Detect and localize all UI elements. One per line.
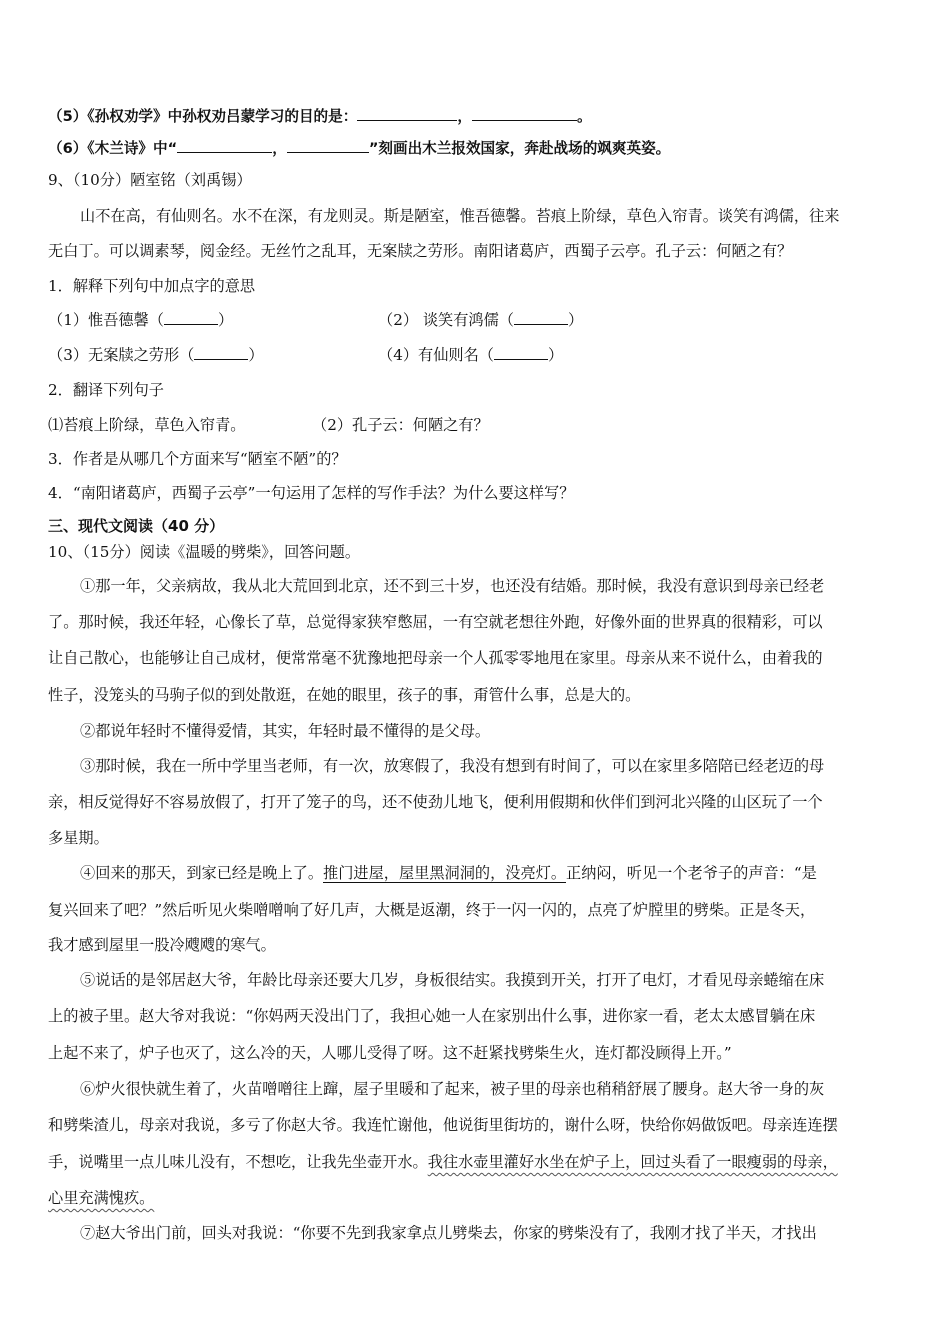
paragraph-line: 上起不来了，炉子也灭了，这么冷的天，人哪儿受得了呀。这不赶紧找劈柴生火，连灯都没顾得上开。” [48,1044,732,1062]
paragraph-line: 和劈柴渣儿，母亲对我说，多亏了你赵大爷。我连忙谢他，他说街里街坊的，谢什么呀，快给你妈做饭吧。母亲连连摆 [48,1116,838,1134]
answer-blank[interactable] [177,137,272,153]
q9-sub2-s2: （2）孔子云：何陋之有？ [312,416,489,434]
q9-sub1-item-1: （1）惟吾德馨（ ） [48,311,234,329]
answer-blank[interactable] [164,310,218,325]
paragraph-line: 性子，没笼头的马驹子似的到处散逛，在她的眼里，孩子的事，甭管什么事，总是大的。 [48,686,641,704]
q9-sub1-title: 1．解释下列句中加点字的意思 [48,277,256,295]
paragraph-line: ①那一年，父亲病故，我从北大荒回到北京，还不到三十岁，也还没有结婚。那时候，我没有意识到母亲已经老 [80,577,825,595]
paragraph-line: 让自己散心，也能够让自己成材，便常常毫不犹豫地把母亲一个人孤零零地甩在家里。母亲从来不说什么，由着我的 [48,649,823,667]
paragraph-line: 上的被子里。赵大爷对我说：“你妈两天没出门了，我担心她一人在家别出什么事，进你家一看，老太太感冒躺在床 [48,1007,816,1025]
wavy-underlined-sentence: 我往水壶里灌好水坐在炉子上，回过头看了一眼瘦弱的母亲， [427,1153,838,1171]
paragraph-line: ⑥炉火很快就生着了，火苗噌噌往上蹿，屋子里暖和了起来，被子里的母亲也稍稍舒展了腰身。赵大爷一身的灰 [80,1080,825,1098]
paragraph-line: 亲，相反觉得好不容易放假了，打开了笼子的鸟，还不使劲儿地飞，便利用假期和伙伴们到河北兴隆的山区玩了一个 [48,793,823,811]
answer-blank[interactable] [472,105,577,121]
paragraph-line: 复兴回来了吧？”然后听见火柴噌噌响了好几声，大概是返潮，终于一闪一闪的，点亮了炉膛里的劈柴。正是冬天， [48,901,816,919]
answer-blank[interactable] [194,345,248,360]
q9-sub2-s1: ⑴苔痕上阶绿，草色入帘青。 [48,416,246,434]
paragraph-line: 多星期。 [48,829,109,847]
paragraph-line [48,1188,910,1208]
paragraph-line: ④回来的那天，到家已经是晚上了。推门进屋，屋里黑洞洞的，没亮灯。正纳闷，听见一个老爷子的声音：“是 [80,864,817,882]
paragraph-line: ⑤说话的是邻居赵大爷，年龄比母亲还要大几岁，身板很结实。我摸到开关，打开了电灯，才看见母亲蜷缩在床 [80,971,825,989]
q9-passage-line: 山不在高，有仙则名。水不在深，有龙则灵。斯是陋室，惟吾德馨。苔痕上阶绿，草色入帘青。谈笑有鸿儒，往来 [80,207,840,225]
answer-blank[interactable] [357,105,457,121]
paragraph-line: 了。那时候，我还年轻，心像长了草，总觉得家狭窄憋屈，一有空就老想往外跑，好像外面的世界真的很精彩，可以 [48,613,823,631]
q9-sub3: 3．作者是从哪几个方面来写“陋室不陋”的？ [48,450,347,468]
paragraph-line: 手，说嘴里一点儿味儿没有，不想吃，让我先坐壶开水。我往水壶里灌好水坐在炉子上，回过头看了一眼瘦弱的母亲， [48,1153,838,1171]
q9-sub1-row [48,310,910,330]
q9-sub2-sentences [48,415,910,435]
q9-sub4: 4．“南阳诸葛庐，西蜀子云亭”一句运用了怎样的写作手法？为什么要这样写？ [48,484,575,502]
answer-blank[interactable] [494,345,548,360]
q9-passage-line: 无白丁。可以调素琴，阅金经。无丝竹之乱耳，无案牍之劳形。南阳诸葛庐，西蜀子云亭。孔子云：何陋之有？ [48,242,793,260]
paragraph-line: ③那时候，我在一所中学里当老师，有一次，放寒假了，我没有想到有时间了，可以在家里多陪陪已经老迈的母 [80,757,825,775]
q9-sub2-title: 2．翻译下列句子 [48,381,164,399]
q9-sub1-item-3: （3）无案牍之劳形（ ） [48,346,264,364]
q10-header: 10、（15分）阅读《温暖的劈柴》，回答问题。 [48,543,361,561]
section-heading: 三、现代文阅读（40 分） [48,517,225,535]
paragraph-line: ⑦赵大爷出门前，回头对我说：“你要不先到我家拿点儿劈柴去，你家的劈柴没有了，我刚才找了半天，才找出 [80,1224,817,1242]
paragraph-line: 我才感到屋里一股冷飕飕的寒气。 [48,936,276,954]
answer-blank[interactable] [514,310,568,325]
paragraph-line: ②都说年轻时不懂得爱情，其实，年轻时最不懂得的是父母。 [80,722,491,740]
q9-sub1-item-4: （4）有仙则名（ ） [378,346,564,364]
q9-header: 9、（10分）陋室铭（刘禹锡） [48,171,252,189]
answer-blank[interactable] [287,137,369,153]
underlined-sentence: 推门进屋，屋里黑洞洞的，没亮灯。 [323,864,566,882]
q8-item-5: （5）《孙权劝学》中孙权劝吕蒙学习的目的是： ， 。 [48,105,910,127]
q8-item-6: （6）《木兰诗》中“ ， ”刻画出木兰报效国家，奔赴战场的飒爽英姿。 [48,137,910,159]
wavy-underlined-sentence: 心里充满愧疚。 [48,1189,155,1207]
q9-sub1-item-2: （2） 谈笑有鸿儒（ ） [378,311,584,329]
q9-sub1-row [48,345,910,365]
